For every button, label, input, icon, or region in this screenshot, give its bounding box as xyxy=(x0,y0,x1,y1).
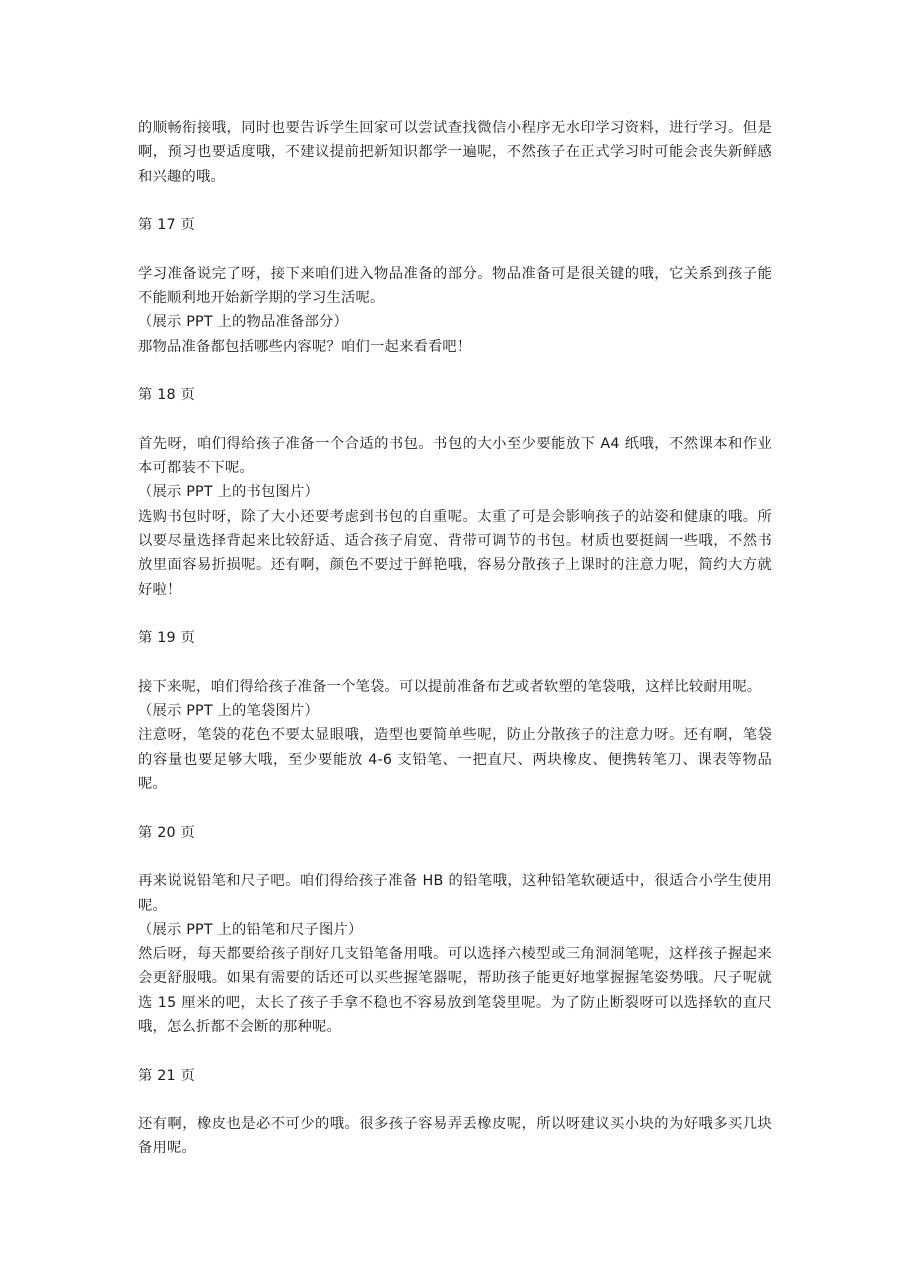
body-paragraph: （展示 PPT 上的笔袋图片） xyxy=(138,703,320,720)
page-number-heading: 第 21 页 xyxy=(138,1067,196,1084)
body-paragraph: 的顺畅衔接哦，同时也要告诉学生回家可以尝试查找微信小程序无水印学习资料，进行学习。但是啊，预习也要适度哦，不建议提前把新知识都学一遍呢，不然孩子在正式学习时可能会丧失新鲜感和兴趣的哦。 xyxy=(138,120,772,185)
paragraph-spacer xyxy=(138,1088,772,1112)
body-paragraph: 首先呀，咱们得给孩子准备一个合适的书包。书包的大小至少要能放下 A4 纸哦，不然课本和作业本可都装不下呢。 xyxy=(138,435,772,477)
body-paragraph: 还有啊，橡皮也是必不可少的哦。很多孩子容易弄丢橡皮呢，所以呀建议买小块的为好哦多买几块备用呢。 xyxy=(138,1116,772,1157)
body-paragraph: （展示 PPT 上的物品准备部分） xyxy=(138,314,349,331)
body-paragraph: 学习准备说完了呀，接下来咱们进入物品准备的部分。物品准备可是很关键的哦，它关系到孩子能不能顺利地开始新学期的学习生活呢。 xyxy=(138,265,772,307)
page-number-heading: 第 18 页 xyxy=(138,387,196,404)
paragraph-spacer xyxy=(138,796,772,820)
paragraph-spacer xyxy=(138,189,772,213)
body-paragraph: 那物品准备都包括哪些内容呢？咱们一起来看看吧！ xyxy=(138,338,472,355)
paragraph-spacer xyxy=(138,359,772,383)
document-page xyxy=(138,116,772,1161)
body-paragraph: 接下来呢，咱们得给孩子准备一个笔袋。可以提前准备布艺或者软塑的笔袋哦，这样比较耐用呢。 xyxy=(138,678,762,695)
page-number-heading: 第 20 页 xyxy=(138,824,196,841)
body-paragraph: （展示 PPT 上的书包图片） xyxy=(138,484,320,501)
body-paragraph: （展示 PPT 上的铅笔和尺子图片） xyxy=(138,921,363,938)
body-paragraph: 再来说说铅笔和尺子吧。咱们得给孩子准备 HB 的铅笔哦，这种铅笔软硬适中，很适合小学生使用呢。 xyxy=(138,873,772,914)
body-paragraph: 注意呀，笔袋的花色不要太显眼哦，造型也要简单些呢，防止分散孩子的注意力呀。还有啊，笔袋的容量也要足够大哦，至少要能放 4-6 支铅笔、一把直尺、两块橡皮、便携转笔刀、课表等物品呢。 xyxy=(138,727,772,793)
page-number-heading: 第 19 页 xyxy=(138,630,196,647)
page-number-heading: 第 17 页 xyxy=(138,217,196,234)
body-paragraph: 选购书包时呀，除了大小还要考虑到书包的自重呢。太重了可是会影响孩子的站姿和健康的哦。所以要尽量选择背起来比较舒适、适合孩子肩宽、背带可调节的书包。材质也要挺阔一些哦，不然书放里面容易折损呢。还有啊，颜色不要过于鲜艳哦，容易分散孩子上课时的注意力呢，简约大方就好啦！ xyxy=(138,508,772,598)
paragraph-spacer xyxy=(138,408,772,432)
body-paragraph: 然后呀，每天都要给孩子削好几支铅笔备用哦。可以选择六棱型或三角洞洞笔呢，这样孩子握起来会更舒服哦。如果有需要的话还可以买些握笔器呢，帮助孩子能更好地掌握握笔姿势哦。尺子呢就选 15 厘米的吧，太长了孩子手拿不稳也不容易放到笔袋里呢。为了防止断裂呀可以选择软的直尺哦，怎么折都不会断的那种呢。 xyxy=(138,946,772,1035)
paragraph-spacer xyxy=(138,237,772,261)
paragraph-spacer xyxy=(138,845,772,869)
paragraph-spacer xyxy=(138,651,772,675)
paragraph-spacer xyxy=(138,1039,772,1063)
paragraph-spacer xyxy=(138,602,772,626)
